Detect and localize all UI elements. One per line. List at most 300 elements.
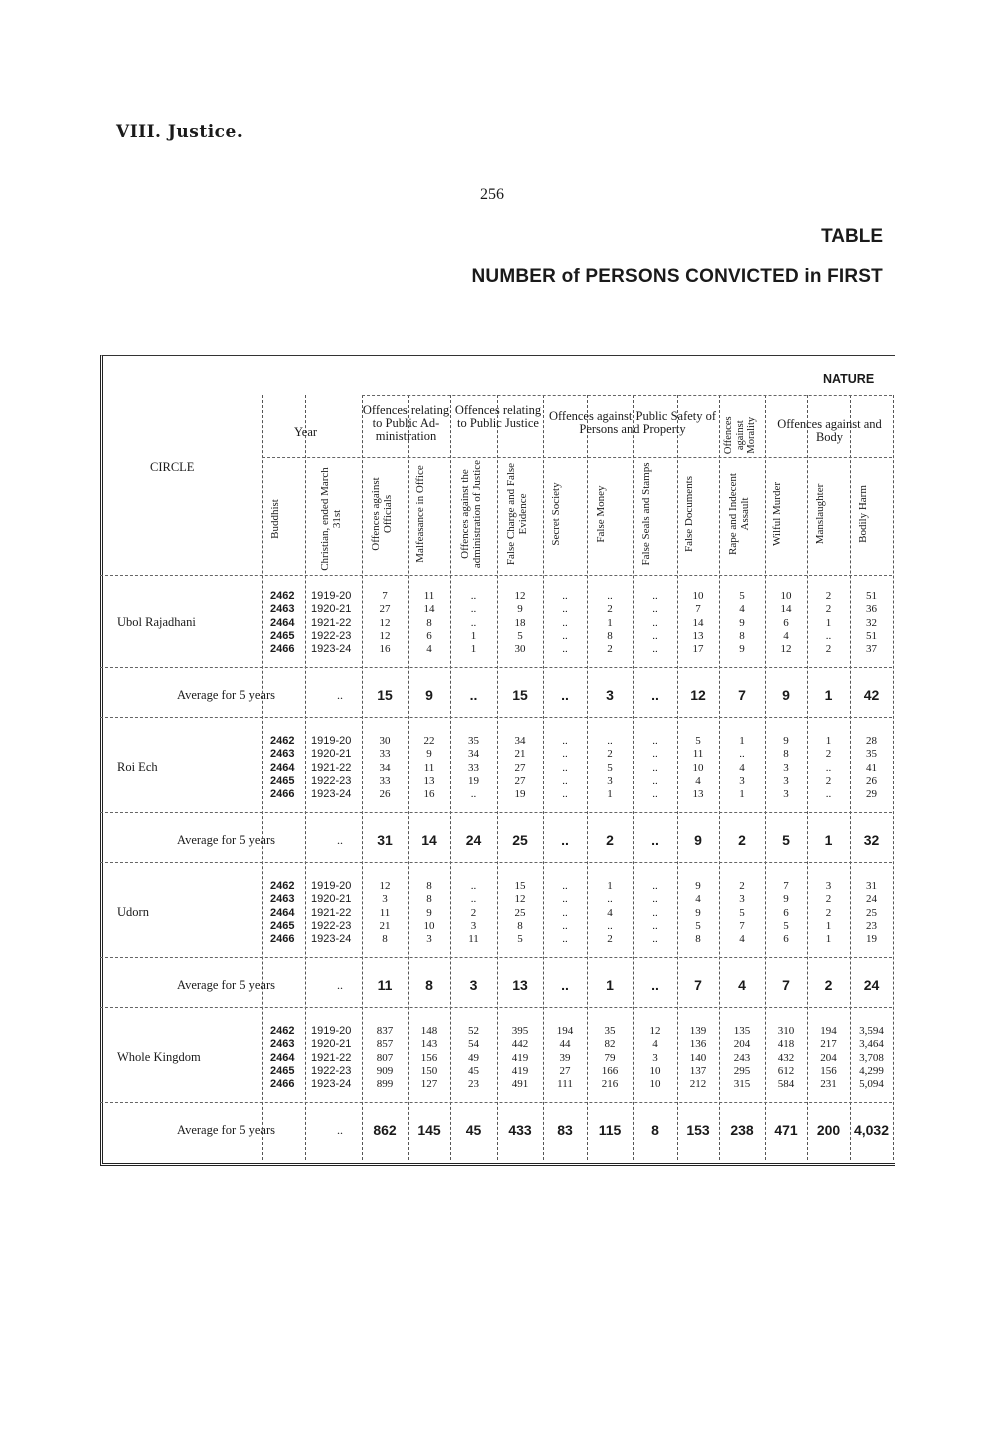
table-cell: 51 [866, 590, 877, 602]
average-cell: .. [561, 977, 569, 993]
table-cell: 148 [420, 1025, 438, 1037]
year-subheader: Buddhist [268, 499, 281, 539]
average-label: Average for 5 years [177, 978, 275, 992]
average-cell: 7 [738, 687, 746, 703]
table-cell: 10 [692, 761, 704, 774]
average-cell: 2 [738, 832, 746, 848]
table-cell: 3 [652, 1051, 658, 1064]
buddhist-year: 2464 [270, 1051, 295, 1064]
table-cell: 127 [420, 1078, 438, 1091]
average-cell: 145 [417, 1122, 441, 1138]
table-cell: 1 [470, 643, 477, 656]
table-cell: 19 [514, 788, 526, 801]
christian-year: 1923-24 [311, 933, 352, 946]
table-cell: .. [607, 919, 613, 932]
column-divider [587, 395, 588, 1160]
table-cell: .. [652, 590, 658, 602]
average-cell: 3 [469, 977, 478, 993]
table-cell: 34 [514, 735, 526, 747]
table-cell: 7 [382, 590, 388, 602]
average-cell: 5 [782, 832, 790, 848]
buddhist-year: 2463 [270, 893, 295, 906]
table-cell: .. [562, 933, 568, 946]
table-cell: 6 [783, 933, 789, 946]
table-cell: 3,708 [859, 1051, 884, 1064]
buddhist-year: 2463 [270, 603, 295, 616]
average-cell: 115 [598, 1122, 622, 1138]
christian-year: 1919-20 [311, 735, 352, 747]
table-cell: 23 [866, 919, 877, 932]
average-cell: .. [651, 832, 659, 848]
christian-year: 1923-24 [311, 1078, 352, 1091]
table-cell: 11 [379, 906, 391, 919]
table-cell: 12 [514, 590, 526, 602]
table-cell: 194 [556, 1025, 574, 1037]
column-divider [893, 395, 894, 1160]
table-cell: 4,299 [859, 1064, 884, 1077]
average-cell: 14 [421, 832, 437, 848]
average-cell: 24 [863, 977, 880, 993]
table-cell: 27 [514, 761, 526, 774]
table-cell: 4 [695, 893, 701, 906]
table-cell: 9 [739, 643, 745, 656]
year-subheader: Christian, ended March 31st [318, 467, 342, 571]
table-cell: .. [652, 616, 658, 629]
table-cell: 31 [866, 880, 877, 892]
table-cell: 12 [379, 616, 391, 629]
table-cell: 5 [517, 629, 523, 642]
table-cell: 34 [379, 761, 391, 774]
table-cell: .. [652, 906, 658, 919]
table-cell: 34 [468, 748, 479, 761]
table-cell: 5,094 [859, 1078, 884, 1091]
group-header: Offences relating to Public Ad-ministration [362, 403, 450, 443]
table-cell: 12 [379, 629, 391, 642]
average-cell: 13 [512, 977, 528, 993]
table-cell: 143 [420, 1038, 438, 1051]
circle-header: CIRCLE [150, 460, 195, 474]
table-cell: 135 [733, 1025, 751, 1037]
table-cell: 6 [426, 629, 432, 642]
average-cell: 433 [508, 1122, 532, 1138]
table-cell: 8 [382, 933, 388, 946]
table-cell: 1 [739, 788, 745, 801]
table-cell: 4 [783, 629, 789, 642]
table-cell: .. [652, 774, 658, 787]
average-cell: .. [651, 977, 659, 993]
average-cell: .. [561, 687, 569, 703]
table-cell: 3,464 [859, 1038, 884, 1051]
table-cell: 7 [739, 919, 745, 932]
table-cell: 4 [607, 906, 613, 919]
column-divider [543, 395, 544, 1160]
average-cell: 12 [690, 687, 706, 703]
christian-year: 1922-23 [311, 774, 352, 787]
average-cell: 238 [730, 1122, 754, 1138]
table-cell: .. [825, 629, 832, 642]
table-cell: 9 [517, 603, 523, 616]
table-cell: 2 [607, 748, 613, 761]
table-cell: 26 [866, 774, 877, 787]
column-header: Rape and Indecent Assault [727, 473, 751, 555]
table-cell: 418 [777, 1038, 795, 1051]
circle-name: Udorn [117, 905, 149, 919]
average-cell: 32 [863, 832, 880, 848]
table-cell: .. [562, 735, 568, 747]
table-cell: 6 [783, 906, 789, 919]
table-cell: 194 [820, 1025, 837, 1037]
table-cell: 612 [777, 1064, 795, 1077]
table-cell: 8 [739, 629, 745, 642]
table-cell: 2 [607, 603, 613, 616]
table-cell: 9 [783, 893, 789, 906]
buddhist-year: 2464 [270, 761, 295, 774]
table-cell: 25 [866, 906, 877, 919]
table-cell: 857 [376, 1038, 394, 1051]
table-cell: 310 [777, 1025, 795, 1037]
table-cell: 4 [739, 603, 745, 616]
table-cell: 5 [695, 919, 701, 932]
table-cell: 14 [780, 603, 792, 616]
column-header: Secret Society [550, 482, 562, 546]
christian-year: 1920-21 [311, 1038, 352, 1051]
christian-year: 1920-21 [311, 893, 352, 906]
table-cell: 2 [470, 906, 477, 919]
table-cell: 32 [866, 616, 877, 629]
average-dots: .. [337, 978, 343, 992]
table-cell: 27 [514, 774, 526, 787]
table-cell: .. [652, 643, 658, 656]
table-cell: 2 [825, 603, 832, 616]
table-cell: 2 [825, 643, 832, 656]
average-cell: 7 [782, 977, 790, 993]
table-cell: 204 [820, 1051, 837, 1064]
table-cell: 1 [470, 629, 477, 642]
table-cell: 395 [511, 1025, 529, 1037]
table-cell: .. [562, 643, 568, 656]
table-cell: 837 [376, 1025, 394, 1037]
table-cell: 21 [514, 748, 526, 761]
table-cell: 13 [423, 774, 435, 787]
column-header: Malfeasance in Office [414, 465, 426, 563]
table-cell: .. [652, 788, 658, 801]
average-cell: 4 [738, 977, 746, 993]
table-label: TABLE [821, 226, 883, 247]
table-cell: 8 [607, 629, 613, 642]
average-cell: 9 [425, 687, 433, 703]
table-cell: 33 [379, 748, 391, 761]
table-cell: 19 [866, 933, 877, 946]
table-cell: 35 [468, 735, 479, 747]
average-cell: .. [561, 832, 569, 848]
table-cell: 5 [695, 735, 701, 747]
table-cell: .. [562, 616, 568, 629]
table-cell: 909 [376, 1064, 394, 1077]
column-divider [719, 395, 720, 1160]
christian-year: 1922-23 [311, 629, 352, 642]
table-cell: 14 [692, 616, 704, 629]
buddhist-year: 2462 [270, 1025, 295, 1037]
buddhist-year: 2465 [270, 919, 295, 932]
table-cell: 12 [780, 643, 792, 656]
average-cell: 862 [373, 1122, 397, 1138]
buddhist-year: 2466 [270, 643, 295, 656]
column-divider [362, 395, 363, 1160]
table-cell: .. [739, 748, 745, 761]
table-cell: 21 [379, 919, 391, 932]
table-cell: 2 [607, 643, 613, 656]
table-cell: 36 [866, 603, 877, 616]
table-cell: 295 [733, 1064, 751, 1077]
buddhist-year: 2464 [270, 906, 295, 919]
average-cell: 7 [694, 977, 702, 993]
buddhist-year: 2463 [270, 1038, 295, 1051]
table-cell: 3 [607, 774, 613, 787]
table-cell: .. [562, 906, 568, 919]
table-cell: 17 [692, 643, 704, 656]
table-cell: .. [652, 893, 658, 906]
table-cell: .. [652, 629, 658, 642]
christian-year: 1923-24 [311, 788, 352, 801]
christian-year: 1920-21 [311, 748, 352, 761]
row-divider [100, 1102, 892, 1103]
table-cell: 8 [517, 919, 523, 932]
header-divider [362, 395, 892, 396]
table-cell: 7 [695, 603, 701, 616]
table-cell: 10 [423, 919, 435, 932]
table-cell: 166 [601, 1064, 619, 1077]
table-cell: 79 [604, 1051, 616, 1064]
table-cell: 29 [866, 788, 877, 801]
table-cell: 584 [777, 1078, 795, 1091]
table-cell: 111 [557, 1078, 573, 1091]
table-cell: .. [470, 616, 477, 629]
table-cell: 8 [695, 933, 701, 946]
table-cell: 156 [820, 1064, 837, 1077]
average-dots: .. [337, 833, 343, 847]
average-cell: 9 [782, 687, 790, 703]
average-cell: 2 [606, 832, 614, 848]
average-dots: .. [337, 688, 343, 702]
average-cell: 153 [686, 1122, 710, 1138]
average-cell: 3 [606, 687, 614, 703]
table-cell: 10 [649, 1064, 661, 1077]
table-cell: .. [562, 774, 568, 787]
average-cell: 45 [465, 1122, 482, 1138]
table-cell: 52 [468, 1025, 479, 1037]
buddhist-year: 2466 [270, 933, 295, 946]
table-cell: .. [652, 880, 658, 892]
table-cell: .. [562, 748, 568, 761]
table-cell: 3 [825, 880, 832, 892]
column-header: Offences against the administration of Justice [458, 459, 482, 569]
table-cell: 217 [820, 1038, 837, 1051]
table-cell: 10 [780, 590, 792, 602]
table-cell: 7 [783, 880, 789, 892]
table-cell: 491 [511, 1078, 529, 1091]
table-cell: 1 [825, 919, 832, 932]
table-cell: 25 [514, 906, 526, 919]
column-divider [633, 395, 634, 1160]
table-cell: 24 [866, 893, 877, 906]
table-cell: 150 [420, 1064, 438, 1077]
table-cell: 30 [514, 643, 526, 656]
table-cell: 5 [739, 906, 745, 919]
table-cell: .. [562, 788, 568, 801]
table-cell: 22 [423, 735, 435, 747]
christian-year: 1921-22 [311, 761, 352, 774]
table-cell: 13 [692, 788, 704, 801]
circle-name: Ubol Rajadhani [117, 615, 196, 629]
table-cell: 12 [649, 1025, 661, 1037]
table-cell: .. [607, 893, 613, 906]
table-cell: 1 [739, 735, 745, 747]
table-cell: 419 [511, 1051, 529, 1064]
table-cell: 137 [689, 1064, 707, 1077]
column-header: False Seals and Stamps [640, 462, 652, 566]
table-cell: .. [562, 919, 568, 932]
table-cell: 5 [517, 933, 523, 946]
group-header: Offences against and Body [777, 417, 882, 444]
christian-year: 1922-23 [311, 1064, 352, 1077]
table-cell: 1 [607, 880, 613, 892]
table-cell: 1 [825, 933, 832, 946]
table-cell: 432 [777, 1051, 795, 1064]
buddhist-year: 2463 [270, 748, 295, 761]
table-cell: 3,594 [859, 1025, 884, 1037]
column-header: Bodily Harm [856, 485, 869, 543]
table-cell: 2 [825, 748, 832, 761]
table-cell: .. [652, 748, 658, 761]
table-cell: 54 [468, 1038, 479, 1051]
table-cell: 27 [559, 1064, 571, 1077]
table-cell: .. [562, 590, 568, 602]
christian-year: 1920-21 [311, 603, 352, 616]
table-cell: 8 [783, 748, 789, 761]
average-cell: 1 [824, 832, 833, 848]
table-cell: 33 [379, 774, 391, 787]
table-cell: 3 [382, 893, 388, 906]
table-cell: 41 [866, 761, 877, 774]
average-cell: 1 [824, 687, 833, 703]
table-cell: 9 [739, 616, 745, 629]
circle-name: Whole Kingdom [117, 1050, 201, 1064]
table-cell: 45 [468, 1064, 479, 1077]
table-cell: 1 [607, 788, 613, 801]
section-divider [100, 1007, 892, 1008]
group-header: Offences relating to Public Justice [454, 403, 542, 430]
table-cell: .. [652, 919, 658, 932]
table-cell: 9 [695, 906, 701, 919]
average-cell: 2 [824, 977, 833, 993]
table-cell: 3 [783, 761, 789, 774]
average-dots: .. [337, 1123, 343, 1137]
table-cell: .. [607, 735, 613, 747]
table-cell: 33 [468, 761, 479, 774]
table-cell: 1 [607, 616, 613, 629]
table-cell: 39 [559, 1051, 571, 1064]
table-cell: 35 [604, 1025, 616, 1037]
table-cell: 3 [739, 893, 745, 906]
table-cell: 9 [426, 906, 432, 919]
row-divider [100, 957, 892, 958]
table-cell: 216 [601, 1078, 619, 1091]
table-cell: 2 [825, 774, 832, 787]
table-cell: 26 [379, 788, 391, 801]
column-header: Manslaughter [813, 483, 826, 545]
column-header: False Money [595, 485, 607, 543]
buddhist-year: 2466 [270, 1078, 295, 1091]
table-cell: 16 [379, 643, 391, 656]
section-divider [100, 717, 892, 718]
column-divider [450, 395, 451, 1160]
circle-name: Roi Ech [117, 760, 158, 774]
table-cell: 231 [820, 1078, 837, 1091]
table-cell: .. [562, 893, 568, 906]
table-cell: 9 [783, 735, 789, 747]
table-cell: 18 [514, 616, 526, 629]
table-cell: 4 [739, 933, 745, 946]
table-cell: 3 [470, 919, 477, 932]
table-cell: .. [470, 590, 477, 602]
table-cell: 442 [511, 1038, 529, 1051]
table-cell: 5 [739, 590, 745, 602]
table-cell: 9 [695, 880, 701, 892]
table-cell: .. [470, 788, 477, 801]
table-cell: .. [562, 761, 568, 774]
table-cell: 14 [423, 603, 435, 616]
table-cell: 3 [783, 788, 789, 801]
table-cell: 19 [468, 774, 479, 787]
table-cell: 156 [420, 1051, 438, 1064]
average-cell: 11 [377, 977, 393, 993]
average-cell: 1 [606, 977, 614, 993]
buddhist-year: 2465 [270, 629, 295, 642]
table-cell: 3 [783, 774, 789, 787]
average-label: Average for 5 years [177, 1123, 275, 1137]
table-cell: 11 [423, 590, 435, 602]
table-cell: 8 [426, 893, 432, 906]
table-cell: 4 [739, 761, 745, 774]
table-cell: 2 [825, 590, 832, 602]
table-cell: 4 [695, 774, 701, 787]
nature-label: NATURE [823, 372, 875, 386]
header-divider [262, 457, 892, 458]
table-cell: 419 [511, 1064, 529, 1077]
average-cell: 25 [512, 832, 528, 848]
table-cell: 2 [825, 893, 832, 906]
average-cell: 42 [863, 687, 880, 703]
average-cell: 15 [377, 687, 393, 703]
table-cell: 5 [783, 919, 789, 932]
table-title: NUMBER of PERSONS CONVICTED in FIRST [471, 266, 883, 287]
average-cell: 83 [557, 1122, 573, 1138]
table-cell: 28 [866, 735, 877, 747]
group-header: Offences against Public Safety of Persons and Property [548, 409, 717, 436]
average-cell: 24 [465, 832, 482, 848]
table-cell: 51 [866, 629, 877, 642]
table-cell: 807 [376, 1051, 394, 1064]
table-cell: 15 [514, 880, 526, 892]
table-cell: .. [652, 735, 658, 747]
column-divider [305, 395, 306, 1160]
average-label: Average for 5 years [177, 688, 275, 702]
buddhist-year: 2462 [270, 590, 295, 602]
christian-year: 1922-23 [311, 919, 352, 932]
header-divider [100, 575, 892, 576]
christian-year: 1921-22 [311, 906, 352, 919]
table-cell: 12 [514, 893, 526, 906]
